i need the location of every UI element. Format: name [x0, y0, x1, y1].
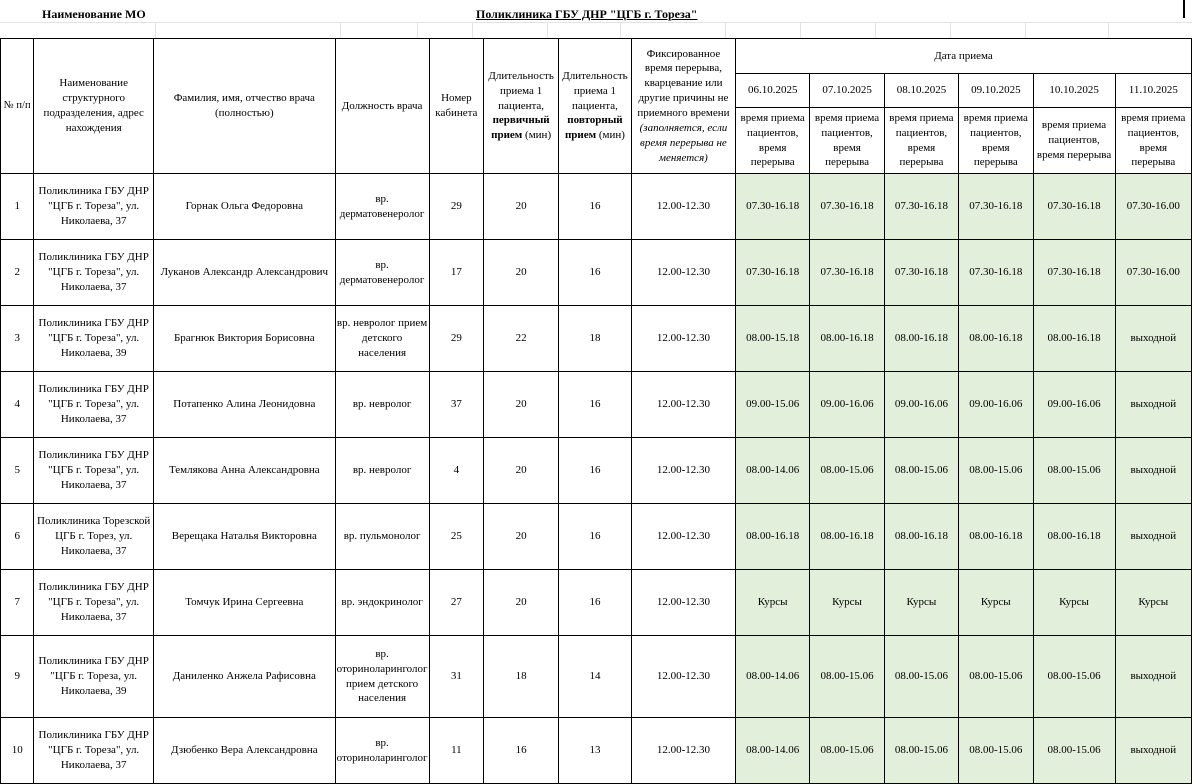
primary-header-bold: первичный прием — [491, 114, 550, 142]
row-num-cell[interactable]: 9 — [1, 636, 34, 718]
primary-header-unit: (мин) — [525, 129, 552, 142]
schedule-cell[interactable]: выходной — [1115, 306, 1191, 372]
row-num-cell[interactable]: 6 — [1, 504, 34, 570]
header-gridline — [1025, 22, 1026, 38]
primary-duration-cell[interactable]: 20 — [484, 174, 559, 240]
date-header[interactable]: 11.10.2025 — [1115, 74, 1191, 108]
row-num-cell[interactable]: 2 — [1, 240, 34, 306]
position-cell[interactable]: вр. невролог — [335, 372, 429, 438]
room-cell[interactable]: 11 — [429, 718, 484, 784]
schedule-cell[interactable]: 08.00-15.18 — [736, 306, 810, 372]
break-header-note: (заполняется, если время перерыва не меняется) — [639, 121, 728, 164]
doctor-cell[interactable]: Томчук Ирина Сергеевна — [153, 570, 335, 636]
header-gridline — [340, 22, 341, 38]
doctor-cell[interactable]: Луканов Александр Александрович — [153, 240, 335, 306]
date-header[interactable]: 08.10.2025 — [884, 74, 958, 108]
position-cell[interactable]: вр. дерматовенеролог — [335, 174, 429, 240]
header-gridline — [620, 22, 621, 38]
schedule-cell[interactable]: Курсы — [736, 570, 810, 636]
schedule-table — [0, 38, 1192, 784]
date-subheader[interactable]: время приема пациентов, время перерыва — [1033, 108, 1115, 174]
schedule-cell[interactable]: 09.00-16.06 — [810, 372, 884, 438]
schedule-cell[interactable]: 08.00-15.06 — [1033, 718, 1115, 784]
schedule-cell[interactable]: 08.00-15.06 — [1033, 438, 1115, 504]
position-cell[interactable]: вр. эндокринолог — [335, 570, 429, 636]
schedule-cell[interactable]: 08.00-15.06 — [884, 636, 958, 718]
position-cell[interactable]: вр. пульмонолог — [335, 504, 429, 570]
header-gridline — [155, 22, 156, 38]
row-num-cell[interactable]: 4 — [1, 372, 34, 438]
primary-duration-cell[interactable]: 20 — [484, 570, 559, 636]
schedule-cell[interactable]: 08.00-14.06 — [736, 718, 810, 784]
schedule-cell[interactable]: Курсы — [810, 570, 884, 636]
row-num-cell[interactable]: 1 — [1, 174, 34, 240]
schedule-cell[interactable]: 08.00-16.18 — [1033, 306, 1115, 372]
break-time-cell[interactable]: 12.00-12.30 — [631, 240, 735, 306]
table-row[interactable] — [1, 718, 1192, 784]
primary-duration-cell[interactable]: 20 — [484, 240, 559, 306]
column-header-position[interactable]: Должность врача — [335, 39, 429, 174]
column-header-room[interactable]: Номер кабинета — [429, 39, 484, 174]
break-time-cell[interactable]: 12.00-12.30 — [631, 718, 735, 784]
column-header-repeat[interactable] — [559, 39, 632, 174]
schedule-cell[interactable]: 08.00-16.18 — [884, 306, 958, 372]
break-time-cell[interactable]: 12.00-12.30 — [631, 504, 735, 570]
schedule-cell[interactable]: 08.00-16.18 — [1033, 504, 1115, 570]
room-cell[interactable]: 17 — [429, 240, 484, 306]
repeat-duration-cell[interactable]: 16 — [559, 570, 632, 636]
org-cell[interactable]: Поликлиника ГБУ ДНР "ЦГБ г. Тореза", ул. Николаева, 37 — [34, 372, 154, 438]
doctor-cell[interactable]: Брагнюк Виктория Борисовна — [153, 306, 335, 372]
primary-header-text: Длительность приема 1 пациента, — [488, 69, 554, 112]
org-cell[interactable]: Поликлиника ГБУ ДНР "ЦГБ г. Тореза", ул. Николаева, 37 — [34, 438, 154, 504]
schedule-cell[interactable]: Курсы — [884, 570, 958, 636]
break-time-cell[interactable]: 12.00-12.30 — [631, 570, 735, 636]
schedule-cell[interactable]: Курсы — [1033, 570, 1115, 636]
schedule-cell[interactable]: Курсы — [1115, 570, 1191, 636]
repeat-duration-cell[interactable]: 16 — [559, 372, 632, 438]
schedule-cell[interactable]: 08.00-16.18 — [959, 306, 1033, 372]
schedule-cell[interactable]: 07.30-16.18 — [884, 174, 958, 240]
primary-duration-cell[interactable]: 20 — [484, 438, 559, 504]
org-cell[interactable]: Поликлиника ГБУ ДНР "ЦГБ г. Тореза", ул. Николаева, 37 — [34, 570, 154, 636]
schedule-cell[interactable]: 09.00-15.06 — [736, 372, 810, 438]
schedule-cell[interactable]: 07.30-16.18 — [959, 240, 1033, 306]
schedule-cell[interactable]: 08.00-16.18 — [959, 504, 1033, 570]
position-cell[interactable]: вр. невролог прием детского населения — [335, 306, 429, 372]
schedule-cell[interactable]: 08.00-15.06 — [959, 636, 1033, 718]
header-gridline — [950, 22, 951, 38]
column-header-org[interactable]: Наименование структурного подразделения, адрес нахождения — [34, 39, 154, 174]
room-cell[interactable]: 25 — [429, 504, 484, 570]
repeat-header-unit: (мин) — [598, 129, 625, 142]
schedule-cell[interactable]: 09.00-16.06 — [1033, 372, 1115, 438]
schedule-cell[interactable]: 08.00-16.18 — [810, 504, 884, 570]
schedule-cell[interactable]: 07.30-16.18 — [884, 240, 958, 306]
room-cell[interactable]: 4 — [429, 438, 484, 504]
org-cell[interactable]: Поликлиника ГБУ ДНР "ЦГБ г. Тореза, ул. Николаева, 39 — [34, 636, 154, 718]
break-time-cell[interactable]: 12.00-12.30 — [631, 636, 735, 718]
row-num-cell[interactable]: 7 — [1, 570, 34, 636]
org-cell[interactable]: Поликлиника ГБУ ДНР "ЦГБ г. Тореза", ул. Николаева, 37 — [34, 718, 154, 784]
date-header[interactable]: 06.10.2025 — [736, 74, 810, 108]
table-row[interactable] — [1, 438, 1192, 504]
schedule-cell[interactable]: 09.00-16.06 — [884, 372, 958, 438]
table-row[interactable] — [1, 306, 1192, 372]
repeat-header-bold: повторный прием — [564, 114, 623, 142]
column-header-primary[interactable] — [484, 39, 559, 174]
table-row[interactable] — [1, 570, 1192, 636]
room-cell[interactable]: 27 — [429, 570, 484, 636]
row-num-cell[interactable]: 10 — [1, 718, 34, 784]
schedule-cell[interactable]: выходной — [1115, 718, 1191, 784]
schedule-cell[interactable]: 07.30-16.18 — [959, 174, 1033, 240]
header-gridline — [0, 22, 1192, 23]
repeat-duration-cell[interactable]: 16 — [559, 504, 632, 570]
date-subheader[interactable]: время приема пациентов, время перерыва — [959, 108, 1033, 174]
schedule-cell[interactable]: 08.00-14.06 — [736, 438, 810, 504]
date-header[interactable]: 09.10.2025 — [959, 74, 1033, 108]
room-cell[interactable]: 31 — [429, 636, 484, 718]
header-gridline — [725, 22, 726, 38]
doctor-cell[interactable]: Горнак Ольга Федоровна — [153, 174, 335, 240]
date-header[interactable]: 10.10.2025 — [1033, 74, 1115, 108]
table-body — [1, 174, 1192, 784]
date-subheader[interactable]: время приема пациентов, время перерыва — [1115, 108, 1191, 174]
table-row[interactable] — [1, 372, 1192, 438]
schedule-cell[interactable]: 08.00-15.06 — [959, 718, 1033, 784]
schedule-cell[interactable]: 08.00-14.06 — [736, 636, 810, 718]
org-cell[interactable]: Поликлиника Торезской ЦГБ г. Торез, ул. Николаева, 37 — [34, 504, 154, 570]
position-cell[interactable]: вр. оториноларинголог — [335, 718, 429, 784]
column-header-date-group[interactable]: Дата приема — [736, 39, 1192, 74]
break-time-cell[interactable]: 12.00-12.30 — [631, 438, 735, 504]
sheet-header-bar — [0, 0, 1192, 38]
table-row[interactable] — [1, 636, 1192, 718]
schedule-cell[interactable]: выходной — [1115, 372, 1191, 438]
repeat-duration-cell[interactable]: 16 — [559, 240, 632, 306]
header-gridline — [417, 22, 418, 38]
schedule-cell[interactable]: 08.00-16.18 — [810, 306, 884, 372]
header-gridline — [800, 22, 801, 38]
schedule-cell[interactable]: 07.30-16.00 — [1115, 174, 1191, 240]
repeat-duration-cell[interactable]: 16 — [559, 438, 632, 504]
schedule-cell[interactable]: 08.00-15.06 — [810, 438, 884, 504]
doctor-cell[interactable]: Потапенко Алина Леонидовна — [153, 372, 335, 438]
schedule-cell[interactable]: выходной — [1115, 438, 1191, 504]
table-row[interactable] — [1, 504, 1192, 570]
primary-duration-cell[interactable]: 22 — [484, 306, 559, 372]
date-header[interactable]: 07.10.2025 — [810, 74, 884, 108]
date-subheader[interactable]: время приема пациентов, время перерыва — [810, 108, 884, 174]
column-header-num[interactable]: № п/п — [1, 39, 34, 174]
doctor-cell[interactable]: Темлякова Анна Александровна — [153, 438, 335, 504]
schedule-cell[interactable]: 09.00-16.06 — [959, 372, 1033, 438]
primary-duration-cell[interactable]: 20 — [484, 504, 559, 570]
room-cell[interactable]: 37 — [429, 372, 484, 438]
schedule-cell[interactable]: 07.30-16.00 — [1115, 240, 1191, 306]
position-cell[interactable]: вр. дерматовенеролог — [335, 240, 429, 306]
primary-duration-cell[interactable]: 16 — [484, 718, 559, 784]
schedule-cell[interactable]: выходной — [1115, 504, 1191, 570]
date-subheader[interactable]: время приема пациентов, время перерыва — [736, 108, 810, 174]
break-time-cell[interactable]: 12.00-12.30 — [631, 372, 735, 438]
schedule-cell[interactable]: 08.00-16.18 — [736, 504, 810, 570]
position-cell[interactable]: вр. невролог — [335, 438, 429, 504]
schedule-cell[interactable]: Курсы — [959, 570, 1033, 636]
header-gridline — [875, 22, 876, 38]
table-row[interactable] — [1, 240, 1192, 306]
schedule-cell[interactable]: 07.30-16.18 — [736, 240, 810, 306]
doctor-cell[interactable]: Дзюбенко Вера Александровна — [153, 718, 335, 784]
repeat-duration-cell[interactable]: 14 — [559, 636, 632, 718]
org-cell[interactable]: Поликлиника ГБУ ДНР "ЦГБ г. Тореза", ул. Николаева, 39 — [34, 306, 154, 372]
schedule-cell[interactable]: 07.30-16.18 — [810, 240, 884, 306]
mo-name[interactable]: Поликлиника ГБУ ДНР "ЦГБ г. Тореза" — [476, 7, 698, 21]
mo-label: Наименование МО — [42, 7, 146, 21]
table-row[interactable] — [1, 174, 1192, 240]
primary-duration-cell[interactable]: 20 — [484, 372, 559, 438]
schedule-cell[interactable]: 08.00-15.06 — [959, 438, 1033, 504]
header-row-group — [1, 39, 1192, 74]
repeat-duration-cell[interactable]: 13 — [559, 718, 632, 784]
repeat-duration-cell[interactable]: 16 — [559, 174, 632, 240]
break-header-text: Фиксированное время перерыва, кварцевание или другие причины не приемного времени — [637, 47, 730, 119]
repeat-duration-cell[interactable]: 18 — [559, 306, 632, 372]
schedule-cell[interactable]: 07.30-16.18 — [1033, 174, 1115, 240]
schedule-cell[interactable]: 08.00-15.06 — [810, 636, 884, 718]
row-num-cell[interactable]: 5 — [1, 438, 34, 504]
doctor-cell[interactable]: Верещака Наталья Викторовна — [153, 504, 335, 570]
position-cell[interactable]: вр. оториноларинголог прием детского населения — [335, 636, 429, 718]
repeat-header-text: Длительность приема 1 пациента, — [562, 69, 628, 112]
schedule-cell[interactable]: 08.00-16.18 — [884, 504, 958, 570]
selection-edge-marker — [1183, 0, 1185, 18]
room-cell[interactable]: 29 — [429, 306, 484, 372]
schedule-cell[interactable]: 08.00-15.06 — [810, 718, 884, 784]
header-gridline — [472, 22, 473, 38]
org-cell[interactable]: Поликлиника ГБУ ДНР "ЦГБ г. Тореза", ул. Николаева, 37 — [34, 240, 154, 306]
room-cell[interactable]: 29 — [429, 174, 484, 240]
schedule-cell[interactable]: выходной — [1115, 636, 1191, 718]
primary-duration-cell[interactable]: 18 — [484, 636, 559, 718]
break-time-cell[interactable]: 12.00-12.30 — [631, 174, 735, 240]
schedule-cell[interactable]: 08.00-15.06 — [884, 438, 958, 504]
schedule-cell[interactable]: 08.00-15.06 — [884, 718, 958, 784]
column-header-doctor[interactable]: Фамилия, имя, отчество врача (полностью) — [153, 39, 335, 174]
doctor-cell[interactable]: Даниленко Анжела Рафисовна — [153, 636, 335, 718]
schedule-cell[interactable]: 08.00-15.06 — [1033, 636, 1115, 718]
header-gridline — [547, 22, 548, 38]
org-cell[interactable]: Поликлиника ГБУ ДНР "ЦГБ г. Тореза", ул. Николаева, 37 — [34, 174, 154, 240]
date-subheader[interactable]: время приема пациентов, время перерыва — [884, 108, 958, 174]
schedule-cell[interactable]: 07.30-16.18 — [736, 174, 810, 240]
schedule-cell[interactable]: 07.30-16.18 — [810, 174, 884, 240]
break-time-cell[interactable]: 12.00-12.30 — [631, 306, 735, 372]
schedule-cell[interactable]: 07.30-16.18 — [1033, 240, 1115, 306]
column-header-break[interactable] — [631, 39, 735, 174]
row-num-cell[interactable]: 3 — [1, 306, 34, 372]
header-gridline — [1108, 22, 1109, 38]
